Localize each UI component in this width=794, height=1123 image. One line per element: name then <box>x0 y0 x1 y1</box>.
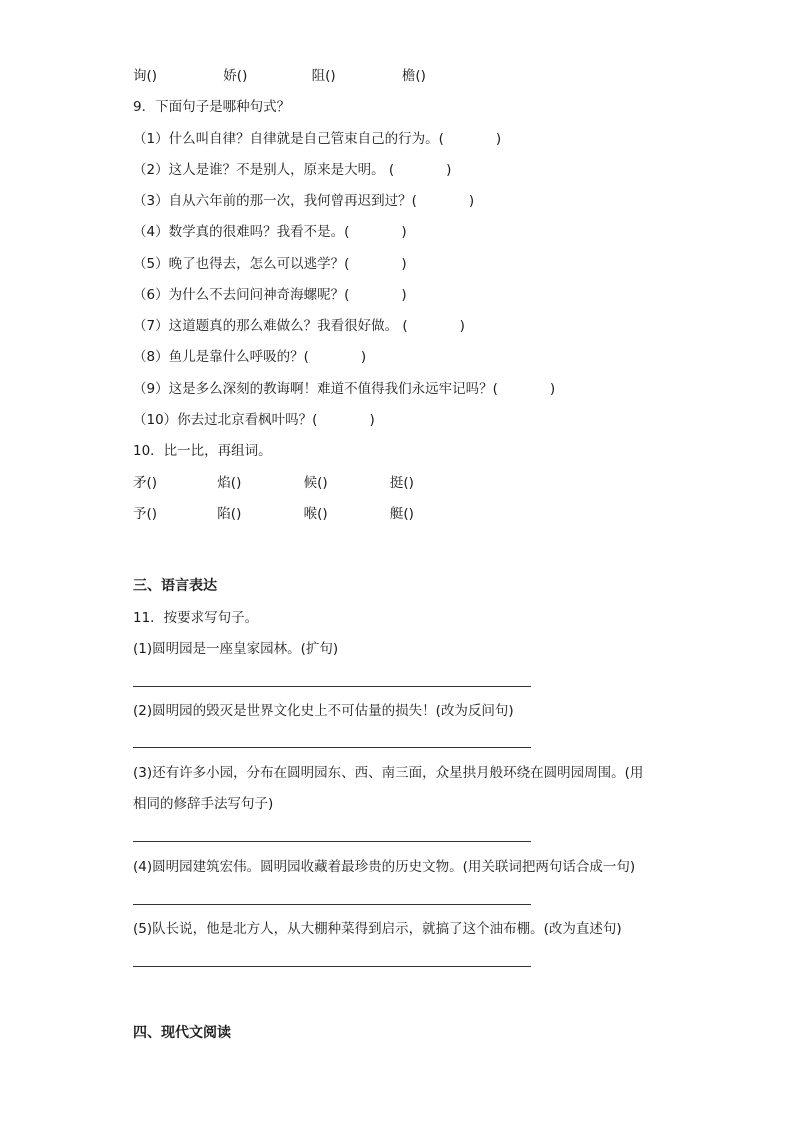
char: 陷 <box>217 506 231 522</box>
answer-line[interactable] <box>133 904 531 905</box>
q11-item-1: (1)圆明园是一座皇家园林。(扩句) <box>133 641 339 657</box>
char: 喉 <box>303 506 318 522</box>
char: 娇 <box>223 68 237 84</box>
char: 矛 <box>133 475 147 491</box>
question-11-title: 11．按要求写句子。 <box>133 610 259 626</box>
q9-item: （7）这道题真的那么难做么？我看很好做。 ( ) <box>133 318 465 334</box>
section-4-title: 四、现代文阅读 <box>133 1025 231 1041</box>
char-blank-group: 檐() <box>401 68 426 84</box>
char: 阻 <box>311 68 326 84</box>
char-blank-group: 焰() <box>217 475 242 491</box>
char-blank-group: 阻() <box>311 68 336 84</box>
char: 挺 <box>389 475 404 491</box>
char: 候 <box>303 475 318 491</box>
q9-item: （5）晚了也得去，怎么可以逃学？( ) <box>133 256 407 272</box>
answer-line[interactable] <box>133 841 531 842</box>
q9-item: （6）为什么不去问问神奇海螺呢？( ) <box>133 287 407 303</box>
char-blank-group: 矛() <box>133 475 158 491</box>
char: 艇 <box>389 506 404 522</box>
section-3-title: 三、语言表达 <box>133 578 217 594</box>
q9-item: （8）鱼儿是靠什么呼吸的？( ) <box>133 349 367 365</box>
q11-item-3: (3)还有许多小园，分布在圆明园东、西、南三面，众星拱月般环绕在圆明园周围。(用 <box>133 765 644 781</box>
q11-item-2: (2)圆明园的毁灭是世界文化史上不可估量的损失！(改为反问句) <box>133 703 514 719</box>
answer-line[interactable] <box>133 686 531 687</box>
char-blank-group: 候() <box>303 475 328 491</box>
char-blank-group: 陷() <box>217 506 242 522</box>
q9-item: （10）你去过北京看枫叶吗？( ) <box>133 412 375 428</box>
answer-line[interactable] <box>133 747 531 748</box>
char: 檐 <box>401 68 416 84</box>
char-blank-group: 娇() <box>223 68 248 84</box>
char-blank-group: 艇() <box>389 506 414 522</box>
q11-item-5: (5)队长说，他是北方人，从大棚种菜得到启示，就搞了这个油布棚。(改为直述句) <box>133 921 622 937</box>
char-row-top <box>133 67 426 85</box>
char-blank-group: 挺() <box>389 475 414 491</box>
question-9-title: 9．下面句子是哪种句式？ <box>133 99 291 115</box>
answer-line[interactable] <box>133 966 531 967</box>
q9-item: （4）数学真的很难吗？我看不是。( ) <box>133 224 407 240</box>
char-blank-group: 喉() <box>303 506 328 522</box>
char-blank-group: 予() <box>133 506 158 522</box>
char: 焰 <box>217 475 231 491</box>
q11-item-4: (4)圆明园建筑宏伟。圆明园收藏着最珍贵的历史文物。(用关联词把两句话合成一句) <box>133 859 636 875</box>
char: 予 <box>133 506 147 522</box>
char: 询 <box>133 68 147 84</box>
compare-row-1 <box>133 474 414 492</box>
char-blank-group: 询() <box>133 68 158 84</box>
q9-item: （9）这是多么深刻的教诲啊！难道不值得我们永远牢记吗？( ) <box>133 381 556 397</box>
q9-item: （3）自从六年前的那一次，我何曾再迟到过？( ) <box>133 193 475 209</box>
q9-item: （1）什么叫自律？自律就是自己管束自己的行为。( ) <box>133 131 502 147</box>
q11-item-3-cont: 相同的修辞手法写句子) <box>133 796 274 812</box>
q9-item: （2）这人是谁？不是别人，原来是大明。 ( ) <box>133 162 452 178</box>
compare-row-2 <box>133 505 414 523</box>
question-10-title: 10．比一比，再组词。 <box>133 443 272 459</box>
